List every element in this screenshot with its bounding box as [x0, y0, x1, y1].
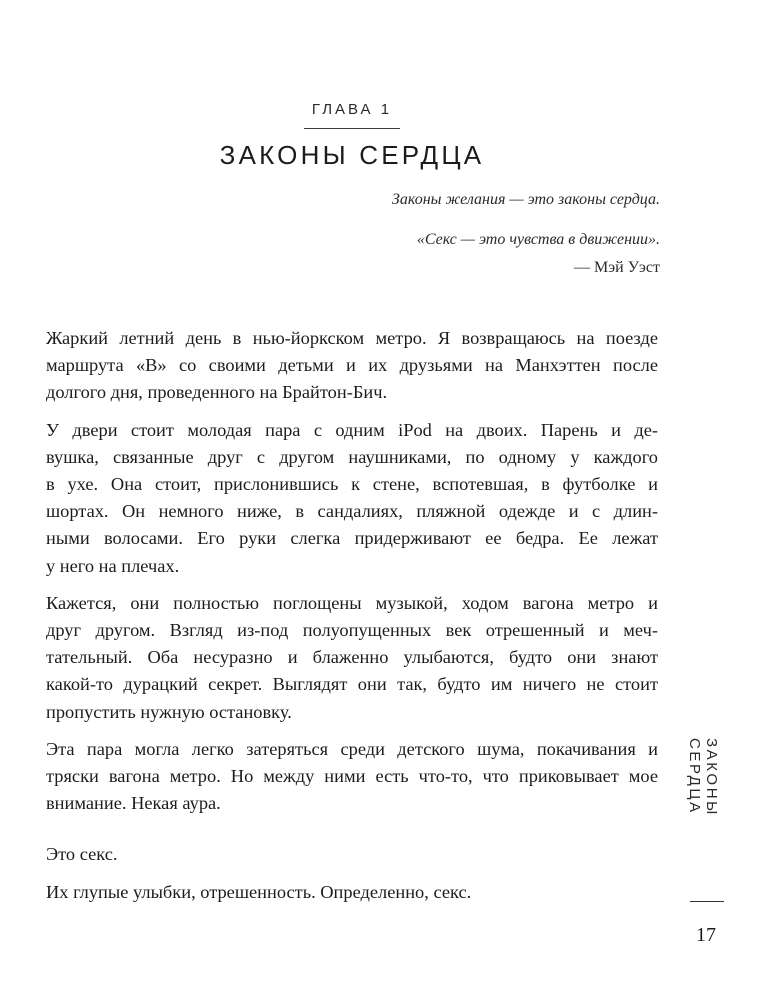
text-line: маршрута «B» со своими детьми и их друзьями на Манхэттен после — [46, 355, 658, 376]
text-line: шортах. Он немного ниже, в сандалиях, пляжной одежде и с длин- — [46, 501, 658, 522]
text-line: тательный. Оба несуразно и блаженно улыбаются, будто они знают — [46, 647, 658, 668]
text-line: какой-то дурацкий секрет. Выглядят они так, будто им ничего не стоит — [46, 674, 658, 695]
text-line: в ухе. Она стоит, прислонившись к стене, вспотевшая, в футболке и — [46, 474, 658, 495]
text-line: Жаркий летний день в нью-йоркском метро. Я возвращаюсь на поезде — [46, 328, 658, 348]
chapter-rule — [304, 128, 400, 129]
running-head-rule — [690, 901, 724, 902]
paragraph-5: Это секс. — [46, 844, 118, 865]
page-number: 17 — [696, 924, 716, 946]
epigraph-line-1: Законы желания — это законы сердца. — [391, 191, 660, 208]
text-line: пропустить нужную остановку. — [46, 701, 292, 722]
text-line: вушка, связанные друг с другом наушниками, по одному у каждого — [46, 446, 658, 467]
text-line: друг другом. Взгляд из-под полуопущенных век отрешенный и меч- — [46, 620, 658, 641]
text-line: Эта пара могла легко затеряться среди детского шума, покачивания и — [46, 738, 658, 759]
paragraph-3 — [46, 590, 658, 726]
chapter-title: ЗАКОНЫ СЕРДЦА — [219, 140, 485, 170]
chapter-label: ГЛАВА 1 — [311, 101, 393, 118]
text-line: у него на плечах. — [46, 555, 180, 576]
text-line: ными волосами. Его руки слегка придерживают ее бедра. Ее лежат — [46, 528, 658, 549]
paragraph-6: Их глупые улыбки, отрешенность. Определенно, секс. — [46, 881, 472, 902]
paragraph-2 — [46, 417, 658, 580]
paragraph-1 — [46, 325, 658, 407]
epigraph-author: — Мэй Уэст — [574, 259, 660, 276]
text-line: Кажется, они полностью поглощены музыкой, ходом вагона метро и — [46, 592, 658, 613]
paragraph-4 — [46, 736, 658, 818]
running-head: ЗАКОНЫ СЕРДЦА — [686, 738, 720, 818]
text-line: тряски вагона метро. Но между ними есть что-то, что приковывает мое — [46, 766, 658, 787]
body-text — [46, 325, 658, 916]
text-line: внимание. Некая аура. — [46, 793, 221, 814]
text-line: долгого дня, проведенного на Брайтон-Бич. — [46, 382, 388, 403]
epigraph-line-2: «Секс — это чувства в движении». — [416, 231, 660, 248]
text-line: У двери стоит молодая пара с одним iPod на двоих. Парень и де- — [46, 419, 658, 440]
